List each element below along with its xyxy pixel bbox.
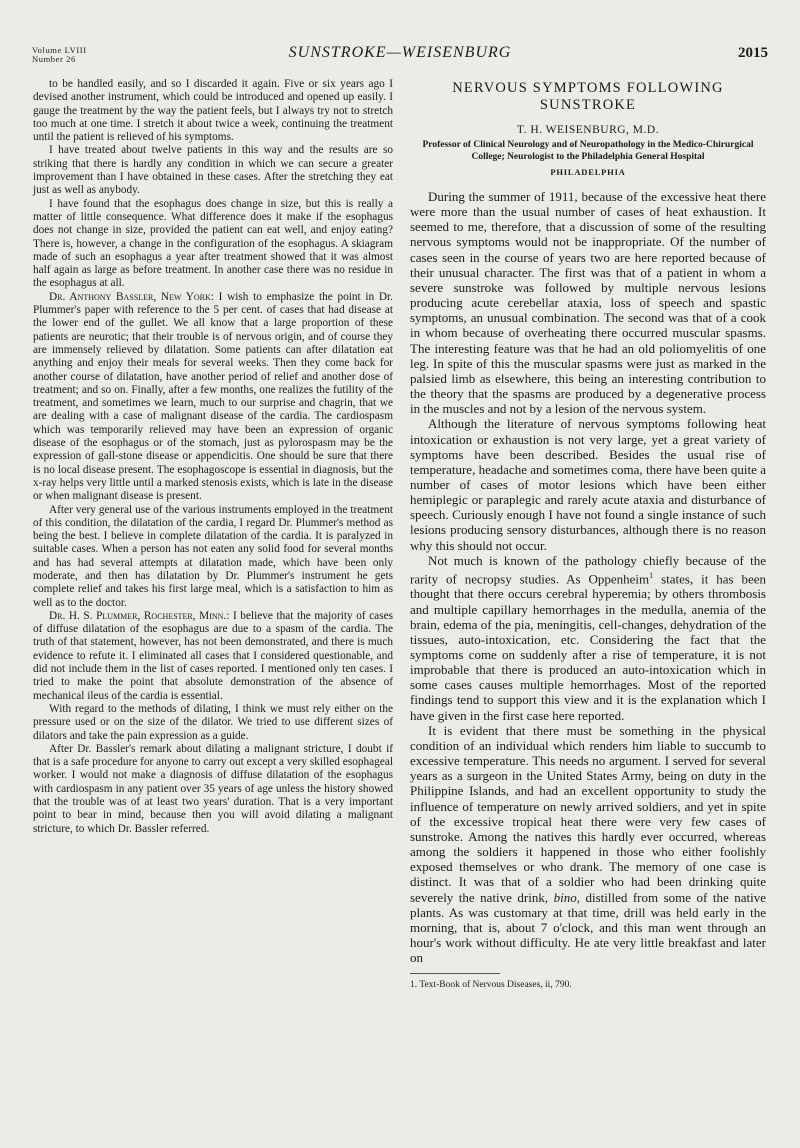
right-column bbox=[410, 78, 766, 990]
footnote-ref: 1 bbox=[649, 570, 654, 580]
page-number: 2015 bbox=[738, 45, 768, 61]
paragraph: After very general use of the various instruments employed in the treatment of this condition, the dilatation of the cardia, I regard Dr. Plummer's method as being the best. I believe in complete dilatation of the cardia. It is paralyzed in suitable cases. When a person has not eaten any solid food for several months and has had several attempts at dilatation made, which have been only moderate, and then has dilatation by Dr. Plummer's instrument he gets complete relief and takes his first large meal, which is a satisfaction to him as well as to the doctor. bbox=[33, 503, 393, 609]
paragraph-text: It is evident that there must be something in the physical condition of an individual which renders him liable to succumb to excessive temperature. This needs no argument. I served for several years as a surgeon in the United States Army, being on duty in the Philippine Islands, and had an excellent opportunity to study the influence of temperature on newly arrived soldiers, and yet in spite of the excessive tropical heat there were very few cases of sunstroke. Among the natives this hardly ever occurred, whereas among the soldiers it happened in those who either foolishly exposed themselves or who drank. The memory of one case is distinct. It was that of a soldier who had been drinking quite severely the native drink, bbox=[410, 722, 766, 905]
volume-label: Volume LVIII bbox=[32, 45, 87, 55]
paragraph: I have found that the esophagus does change in size, but this is really a matter of little consequence. What difference does it make if the esophagus does not change in size, provided the patient can eat well, and enjoy eating? There is, however, a change in the configuration of the esophagus. A skiagram made of such an esophagus a year after treatment showed that it was almost half again as large as before treatment. In another case there was no residue in the esophagus at all. bbox=[33, 197, 393, 290]
author-affiliation: Professor of Clinical Neurology and of Neuropathology in the Medico-Chirurgical College; Neurologist to the Philadelphia General Hospital bbox=[422, 140, 754, 162]
article-body bbox=[410, 189, 766, 965]
paragraph: Although the literature of nervous symptoms following heat intoxication or exhaustion is not very large, yet a great variety of symptoms have been described. Besides the usual rise of temperature, headache and sometimes coma, there have been quite a number of cases of motor lesions which have been either hemiplegic or paraplegic and rarely acute ataxia and disturbance of speech. Curiously enough I have not found a single instance of such lesions producing sensory disturbances, although there is no reason why this should not occur. bbox=[410, 416, 766, 553]
title-line: SUNSTROKE bbox=[539, 97, 637, 113]
paragraph-text: I believe that the majority of cases of diffuse dilatation of the esophagus are due to a spasm of the cardia. The truth of that statement, however, has not been demonstrated, and there is much evidence to refute it. I eliminated all cases that I considered questionable, and did not include them in the list of cases reported. I mentioned only ten cases. I tried to make the point that absolute demonstration of the absence of mechanical ileus of the cardia is essential. bbox=[33, 609, 394, 702]
speaker-name: Dr. Anthony Bassler, New York: bbox=[49, 290, 214, 303]
paragraph-text: , distilled from some of the native plants. As was customary at that time, drill was held early in the morning, that is, about 7 o'clock, and this man went through an hour's work without difficulty. He ate very little breakfast and later on bbox=[410, 889, 766, 966]
paragraph bbox=[410, 553, 766, 723]
speaker-name: Dr. H. S. Plummer, Rochester, Minn.: bbox=[49, 609, 230, 622]
paragraph: After Dr. Bassler's remark about dilating a malignant stricture, I doubt if that is a safe procedure for anyone to carry out except a very skilled esophageal worker. I would not make a diagnosis of diffuse dilatation of the esophagus with cardiospasm in any patient over 35 years of age unless the history showed that the trouble was of at least two years' duration. That is a very important point to bear in mind, because then you will avoid dilating a malignant stricture, to which Dr. Bassler referred. bbox=[33, 742, 393, 835]
paragraph-text: Not much is known of the pathology chiefly because of the rarity of necropsy studies. As Oppenheim bbox=[410, 552, 766, 587]
paragraph: I have treated about twelve patients in this way and the results are so striking that there is hardly any condition in which we can secure a greater improvement than I have obtained in these cases. After the stretching they eat just as well as anybody. bbox=[33, 144, 393, 197]
title-line: NERVOUS SYMPTOMS FOLLOWING bbox=[452, 80, 724, 96]
page-header bbox=[32, 44, 768, 70]
running-title: SUNSTROKE—WEISENBURG bbox=[288, 44, 512, 61]
paragraph-text: I wish to emphasize the point in Dr. Plummer's paper with reference to the 5 per cent. of cases that had disease at the lower end of the gullet. We all know that a large proportion of these patients are neurotic; that their trouble is of nervous origin, and of course they are immensely relieved by dilatation. Some patients can after dilatation eat anything and enjoy their meals for several weeks. Then they come back for another course of dilatation, have another period of relief and another dose of treatment; and so on. Finally, after a few months, one realizes the futility of the treatment, and sometimes we learn, much to our surprise and chagrin, that we are dealing with a case of malignant disease of the cardia. The cardiospasm which was temporarily relieved may have been an expression of organic disease of the esophagus or of the stomach, just as pylorospasm may be the expression of gall-stone disease or appendicitis. One should be sure that there is no local disease present. The esophagoscope is essential in diagnosis, but the x-ray helps very little until a marked stenosis exists, which is late in the disease or when malignant disease is present. bbox=[33, 290, 393, 503]
paragraph bbox=[410, 723, 766, 966]
author-city: PHILADELPHIA bbox=[550, 167, 626, 177]
paragraph bbox=[33, 610, 393, 703]
article-title bbox=[410, 80, 766, 114]
footnote: 1. Text-Book of Nervous Diseases, ii, 790. bbox=[410, 980, 572, 991]
left-column bbox=[33, 78, 393, 836]
italic-term: bino bbox=[553, 889, 577, 905]
paragraph: During the summer of 1911, because of the excessive heat there were more than the usual number of cases of heat exhaustion. It seemed to me, therefore, that a discussion of some of the resulting nervous symptoms would not be inappropriate. Of the number of cases seen in the course of years two are here reported because of their unusual character. The first was that of a patient in whom a severe sunstroke was followed by multiple nervous lesions producing acute cerebellar ataxia, loss of speech and spastic symptoms, an unusual combination. The second was that of a cook in whom because of overheating there occurred muscular spasms. The interesting feature was that he had an old poliomyelitis of one leg. In spite of this the muscular spasms were just as marked in the palsied limb as elsewhere, this being an interesting contribution to the theory that the spasms are produced by a degenerative process in the muscles and not by a lesion of the nervous system. bbox=[410, 189, 766, 417]
number-label: Number 26 bbox=[32, 54, 76, 64]
paragraph-text: states, it has been thought that there occurs cerebral hyperemia; by others thrombosis and multiple capillary hemorrhages in the medulla, anemia of the brain, edema of the pia, meningitis, cell-changes, dehydration of the tissues, auto-intoxication, etc. Considering the fact that the symptoms come on suddenly after a rise of temperature, it is not improbable that there is produced an auto-intoxication which in some cases causes multiple hemorrhages. Most of the reported findings tend to support this view and it is the explanation which I have given in the first case here reported. bbox=[410, 571, 767, 723]
paragraph bbox=[33, 291, 393, 504]
author-name: T. H. WEISENBURG, M.D. bbox=[516, 124, 660, 136]
footnote-rule bbox=[410, 973, 500, 974]
paragraph: to be handled easily, and so I discarded it again. Five or six years ago I devised another instrument, which could be introduced and opened up easily. I gauge the treatment by the way the patient feels, but I always try not to stretch too much at one time. I stretch it about twice a week, continuing the treatment until the patient is relieved of his symptoms. bbox=[33, 78, 393, 144]
paragraph: With regard to the methods of dilating, I think we must rely either on the pressure used or on the size of the dilator. We tried to use different sizes of dilators and take the pain expression as a guide. bbox=[33, 702, 393, 742]
